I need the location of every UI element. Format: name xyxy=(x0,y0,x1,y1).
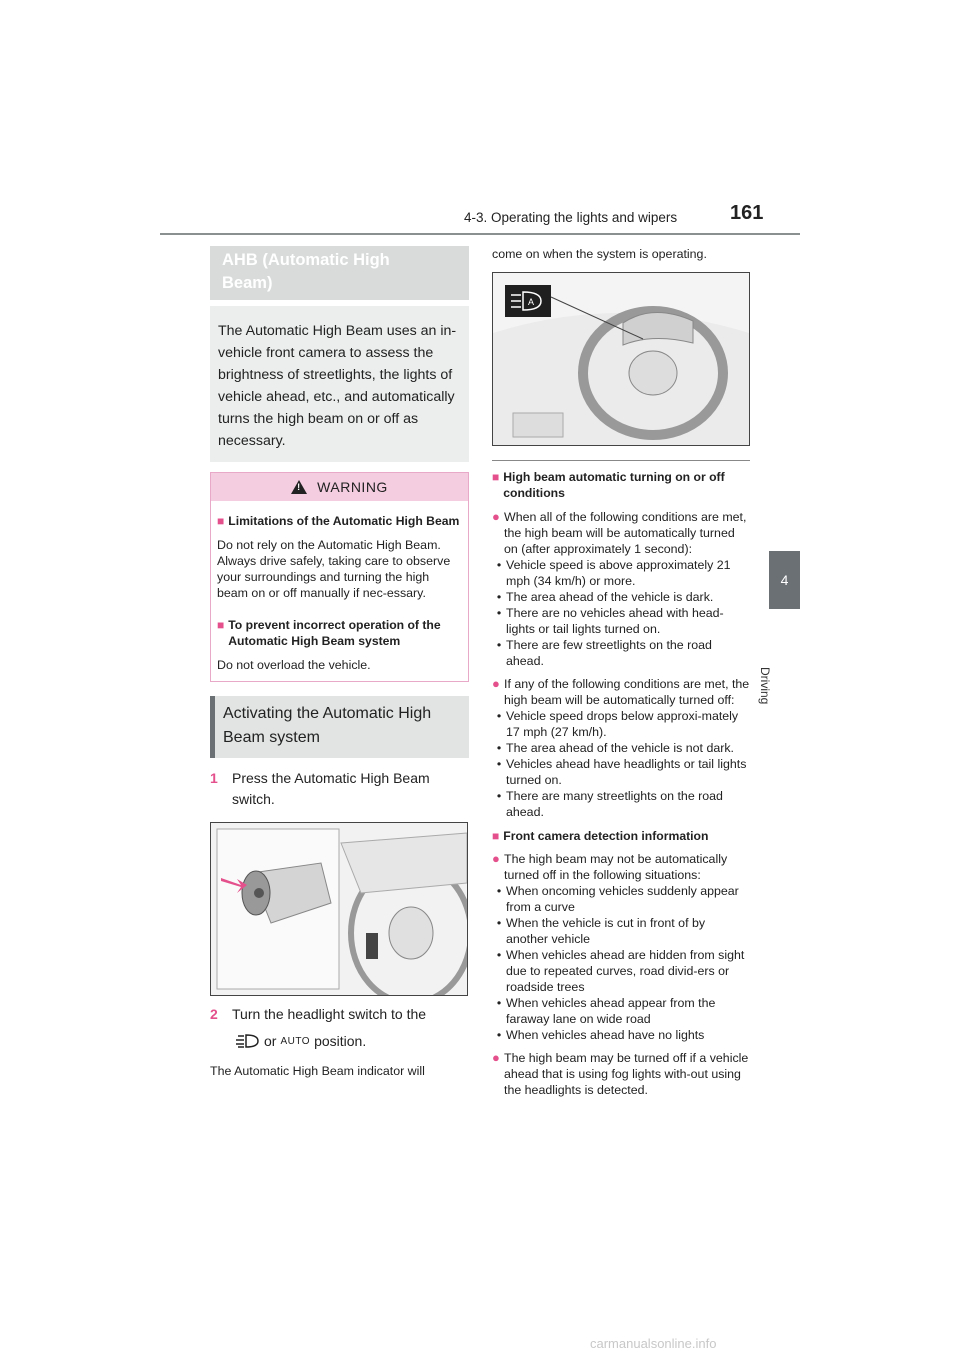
bullet-on-conditions-text: When all of the following conditions are met, the high beam will be automatically turned on (after approximately 1 second): xyxy=(504,510,747,556)
activate-title-line2: Beam system xyxy=(223,729,320,746)
divider xyxy=(492,460,750,461)
list-item: • When vehicles ahead are hidden from sight due to repeated curves, road divid-ers or roadside trees xyxy=(496,948,745,994)
chapter-label xyxy=(758,619,800,705)
bullet-off-conditions-text: If any of the following conditions are met, the high beam will be automatically turned off: xyxy=(504,677,750,707)
warning-subheading-1 xyxy=(217,513,460,529)
list-item: • There are no vehicles ahead with head-lights or tail lights turned on. xyxy=(496,606,724,636)
step-2-or: or xyxy=(264,1033,277,1049)
ahb-title-line1: AHB (Automatic High xyxy=(222,251,390,269)
auto-high-beam-symbol-icon xyxy=(232,1033,260,1049)
indicator-illustration xyxy=(493,273,749,445)
list-item: • When oncoming vehicles suddenly appear from a curve xyxy=(496,884,739,914)
auto-symbol-text: AUTO xyxy=(280,1035,311,1047)
warning-box xyxy=(210,472,469,682)
header-rule xyxy=(160,233,800,235)
indicator-figure xyxy=(492,272,750,446)
watermark[interactable]: carmanualsonline.info xyxy=(590,1336,717,1351)
warning-icon xyxy=(291,480,307,494)
step-2-text: Turn the headlight switch to the xyxy=(232,1006,427,1022)
step-2-number: 2 xyxy=(210,1006,218,1022)
circle-bullet-icon: ● xyxy=(492,509,500,524)
list-item: • Vehicle speed drops below approxi-mately 17 mph (27 km/h). xyxy=(496,709,739,739)
chapter-tab[interactable]: 4 xyxy=(769,551,800,609)
ahb-section-heading xyxy=(210,246,469,300)
list-item: • When the vehicle is cut in front of by another vehicle xyxy=(496,916,706,946)
step-1-number: 1 xyxy=(210,770,218,786)
warning-subheading-2 xyxy=(217,617,460,649)
subheading-camera xyxy=(492,828,750,844)
subheading-camera-text: Front camera detection information xyxy=(503,829,709,843)
step-1 xyxy=(210,768,469,810)
square-bullet-icon: ■ xyxy=(492,829,500,843)
activate-section-heading xyxy=(210,696,469,758)
list-item: • When vehicles ahead appear from the faraway lane on wide road xyxy=(496,996,716,1026)
warning-text-2: Do not overload the vehicle. xyxy=(217,658,371,672)
page-number: 161 xyxy=(730,202,764,224)
switch-figure xyxy=(210,822,468,996)
not-off-list xyxy=(492,883,750,1043)
warning-text-1: Do not rely on the Automatic High Beam. Always drive safely, taking care to observe your surroundings and turning the high beam on or off manually if nec-essary. xyxy=(217,538,451,600)
chapter-label-text: Driving xyxy=(758,667,772,705)
switch-illustration xyxy=(211,823,467,995)
right-column xyxy=(492,246,750,1098)
list-item: • There are few streetlights on the road ahead. xyxy=(496,638,712,668)
step-2-position: position. xyxy=(314,1033,367,1049)
warning-header xyxy=(211,473,468,501)
square-bullet-icon: ■ xyxy=(217,618,225,632)
warning-subheading-2-text: To prevent incorrect operation of the Automatic High Beam system xyxy=(228,618,441,648)
on-conditions-list xyxy=(492,557,750,669)
left-column xyxy=(210,246,469,1079)
circle-bullet-icon: ● xyxy=(492,676,500,691)
bullet-on-conditions xyxy=(492,509,750,557)
bullet-off-conditions xyxy=(492,676,750,708)
activate-title-line1: Activating the Automatic High xyxy=(223,705,432,722)
svg-text:A: A xyxy=(528,297,535,307)
step-1-text: Press the Automatic High Beam switch. xyxy=(232,770,430,807)
circle-bullet-icon: ● xyxy=(492,851,500,866)
list-item: • When vehicles ahead have no lights xyxy=(496,1028,705,1042)
warning-label: WARNING xyxy=(317,479,388,495)
square-bullet-icon: ■ xyxy=(217,514,225,528)
bullet-fog-lights xyxy=(492,1050,750,1098)
warning-subheading-1-text: Limitations of the Automatic High Beam xyxy=(228,514,460,528)
bullet-not-off xyxy=(492,851,750,883)
step-2 xyxy=(210,1004,469,1025)
list-item: • There are many streetlights on the road ahead. xyxy=(496,789,723,819)
continued-text: come on when the system is operating. xyxy=(492,247,707,261)
step-2-continued xyxy=(232,1033,469,1049)
ahb-title-line2: Beam) xyxy=(222,274,273,292)
list-item: • The area ahead of the vehicle is dark. xyxy=(496,590,714,604)
circle-bullet-icon: ● xyxy=(492,1050,500,1065)
subheading-conditions xyxy=(492,469,750,501)
intro-box: The Automatic High Beam uses an in-vehicle front camera to assess the brightness of streetlights, the lights of vehicle ahead, etc., and automatically turns the high beam on or off as necessary. xyxy=(210,306,469,462)
list-item: • Vehicles ahead have headlights or tail lights turned on. xyxy=(496,757,747,787)
off-conditions-list xyxy=(492,708,750,820)
list-item: • Vehicle speed is above approximately 21 mph (34 km/h) or more. xyxy=(496,558,731,588)
bullet-fog-lights-text: The high beam may be turned off if a vehicle ahead that is using fog lights with-out using the headlights is detected. xyxy=(504,1051,749,1097)
subheading-conditions-text: High beam automatic turning on or off conditions xyxy=(503,470,725,500)
section-title: 4-3. Operating the lights and wipers xyxy=(464,210,678,225)
square-bullet-icon: ■ xyxy=(492,470,500,484)
list-item: • The area ahead of the vehicle is not dark. xyxy=(496,741,734,755)
indicator-text: The Automatic High Beam indicator will xyxy=(210,1064,425,1078)
bullet-not-off-text: The high beam may not be automatically turned off in the following situations: xyxy=(504,852,728,882)
